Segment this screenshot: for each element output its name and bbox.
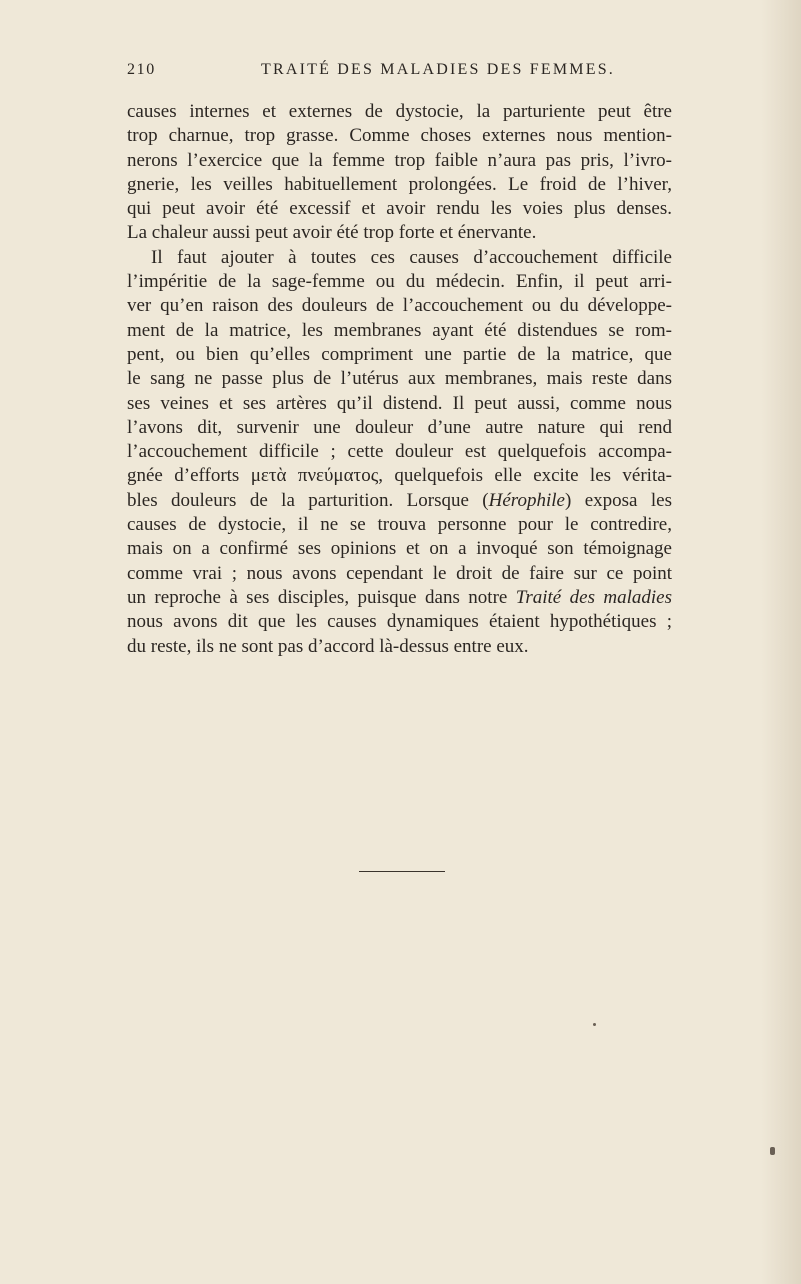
running-header [127,61,672,83]
text-line: mais on a confirmé ses opinions et on a invoqué son témoignage [127,538,672,560]
text-line [127,586,672,610]
paper-speck [593,1023,596,1026]
text-line: comme vrai ; nous avons cependant le droit de faire sur ce point [127,562,672,584]
text-line: La chaleur aussi peut avoir été trop forte et énervante. [127,222,537,244]
section-rule [359,871,445,872]
body-text [127,100,672,659]
text-line: gnée d’efforts μετὰ πνεύματος, quelquefois elle excite les vérita- [127,465,672,487]
text-line: ment de la matrice, les membranes ayant été distendues se rom- [127,319,672,341]
text-line: pent, ou bien qu’elles compriment une partie de la matrice, que [127,343,672,365]
text-line: le sang ne passe plus de l’utérus aux membranes, mais reste dans [127,368,672,390]
text-segment: bles douleurs de la parturition. Lorsque ( [127,489,489,511]
text-line: qui peut avoir été excessif et avoir rendu les voies plus denses. [127,198,672,220]
text-line: ses veines et ses artères qu’il distend. Il peut aussi, comme nous [127,392,672,414]
text-line: nerons l’exercice que la femme trop faible n’aura pas pris, l’ivro- [127,149,672,171]
page-number: 210 [127,61,156,78]
text-segment: un reproche à ses disciples, puisque dans notre [127,586,516,608]
text-line: Il faut ajouter à toutes ces causes d’accouchement difficile [151,246,672,268]
text-line: ver qu’en raison des douleurs de l’accouchement ou du développe- [127,295,672,317]
italic-name-herophile: Hérophile [488,489,565,511]
text-line: trop charnue, trop grasse. Comme choses externes nous mention- [127,125,672,147]
text-line: l’accouchement difficile ; cette douleur est quelquefois accompa- [127,441,672,463]
italic-book-title: Traité des maladies [515,586,672,608]
paper-speck [770,1147,775,1155]
text-segment: ) exposa les [564,489,672,511]
text-line: l’avons dit, survenir une douleur d’une autre nature qui rend [127,416,672,438]
page-edge-shadow [761,0,801,1284]
paragraph-2 [127,246,672,659]
text-line: l’impéritie de la sage-femme ou du médecin. Enfin, il peut arri- [127,271,672,293]
text-line [127,489,672,513]
text-line: nous avons dit que les causes dynamiques étaient hypothétiques ; [127,611,672,633]
paragraph-1 [127,100,672,246]
running-title: TRAITÉ DES MALADIES DES FEMMES. [261,61,615,78]
text-line: du reste, ils ne sont pas d’accord là-dessus entre eux. [127,635,529,657]
text-line: causes de dystocie, il ne se trouva personne pour le contredire, [127,514,672,536]
text-line: gnerie, les veilles habituellement prolongées. Le froid de l’hiver, [127,173,672,195]
text-line: causes internes et externes de dystocie, la parturiente peut être [127,101,672,122]
